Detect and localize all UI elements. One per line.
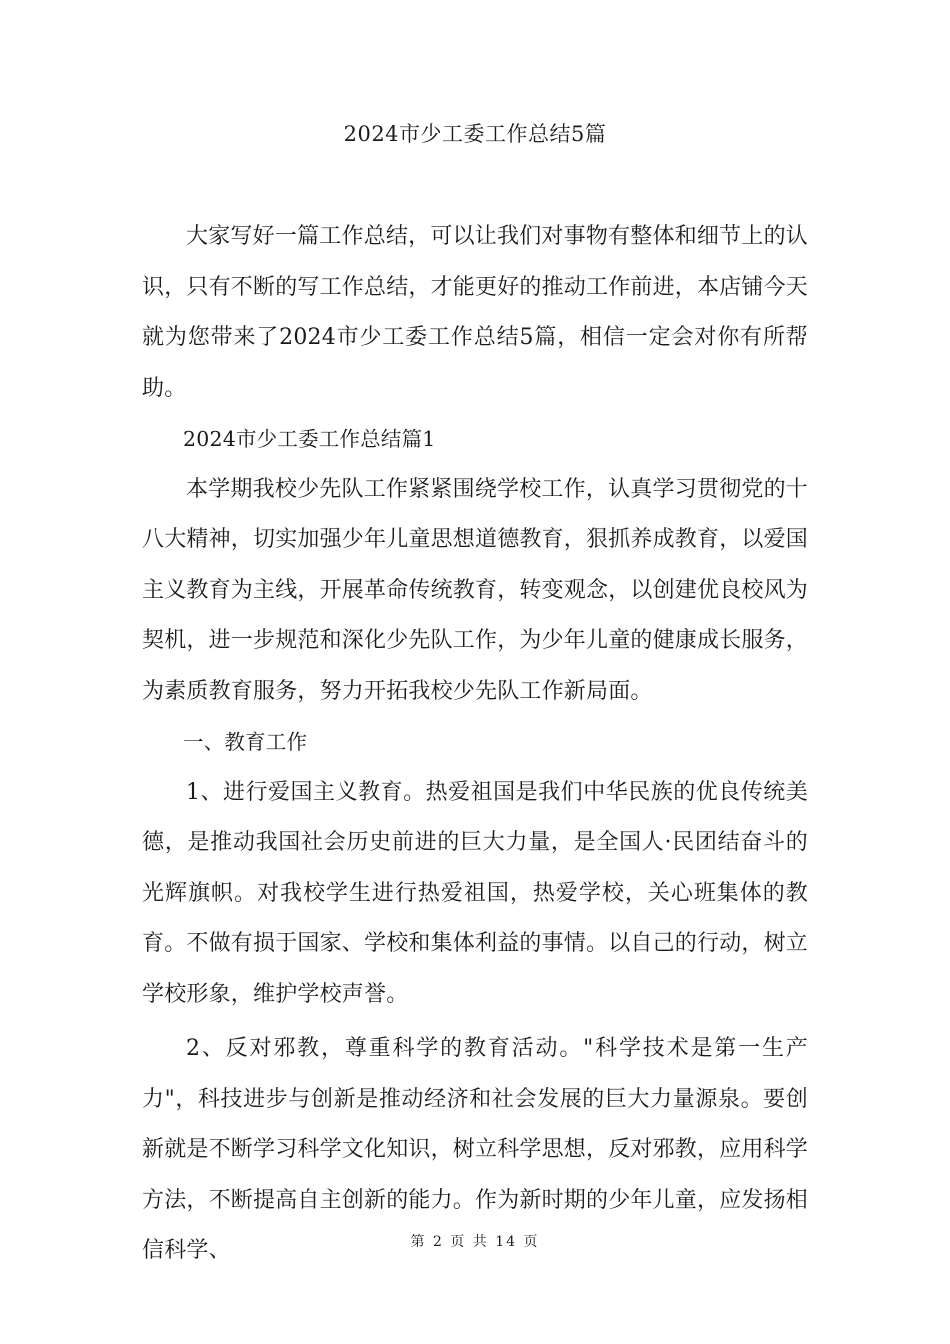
body-paragraph: 1、进行爱国主义教育。热爱祖国是我们中华民族的优良传统美德，是推动我国社会历史前进的巨大力量，是全国人·民团结奋斗的光辉旗帜。对我校学生进行热爱祖国，热爱学校，关心班集体的教育。不做有损于国家、学校和集体利益的事情。以自己的行动，树立学校形象，维护学校声誉。 <box>142 779 809 1007</box>
body-paragraph: 2、反对邪教，尊重科学的教育活动。"科学技术是第一生产力"，科技进步与创新是推动经济和社会发展的巨大力量源泉。要创新就是不断学习科学文化知识，树立科学思想，反对邪教，应用科学方法，不断提高自主创新的能力。作为新时期的少年儿童，应发扬相信科学、 <box>142 1036 809 1263</box>
body-paragraph: 本学期我校少先队工作紧紧围绕学校工作，认真学习贯彻党的十八大精神，切实加强少年儿童思想道德教育，狠抓养成教育，以爱国主义教育为主线，开展革命传统教育，转变观念，以创建优良校风为契机，进一步规范和深化少先队工作，为少年儿童的健康成长服务，为素质教育服务，努力开拓我校少先队工作新局面。 <box>142 476 809 704</box>
document-title: 2024市少工委工作总结5篇 <box>343 122 607 146</box>
section-heading-part-1: 2024市少工委工作总结篇1 <box>183 427 436 451</box>
document-body <box>142 212 808 1277</box>
intro-paragraph: 大家写好一篇工作总结，可以让我们对事物有整体和细节上的认识，只有不断的写工作总结，才能更好的推动工作前进，本店铺今天就为您带来了2024市少工委工作总结5篇，相信一定会对你有所帮助。 <box>142 224 809 401</box>
section-heading-education: 一、教育工作 <box>183 730 308 754</box>
page-footer: 第 2 页 共 14 页 <box>410 1234 540 1250</box>
